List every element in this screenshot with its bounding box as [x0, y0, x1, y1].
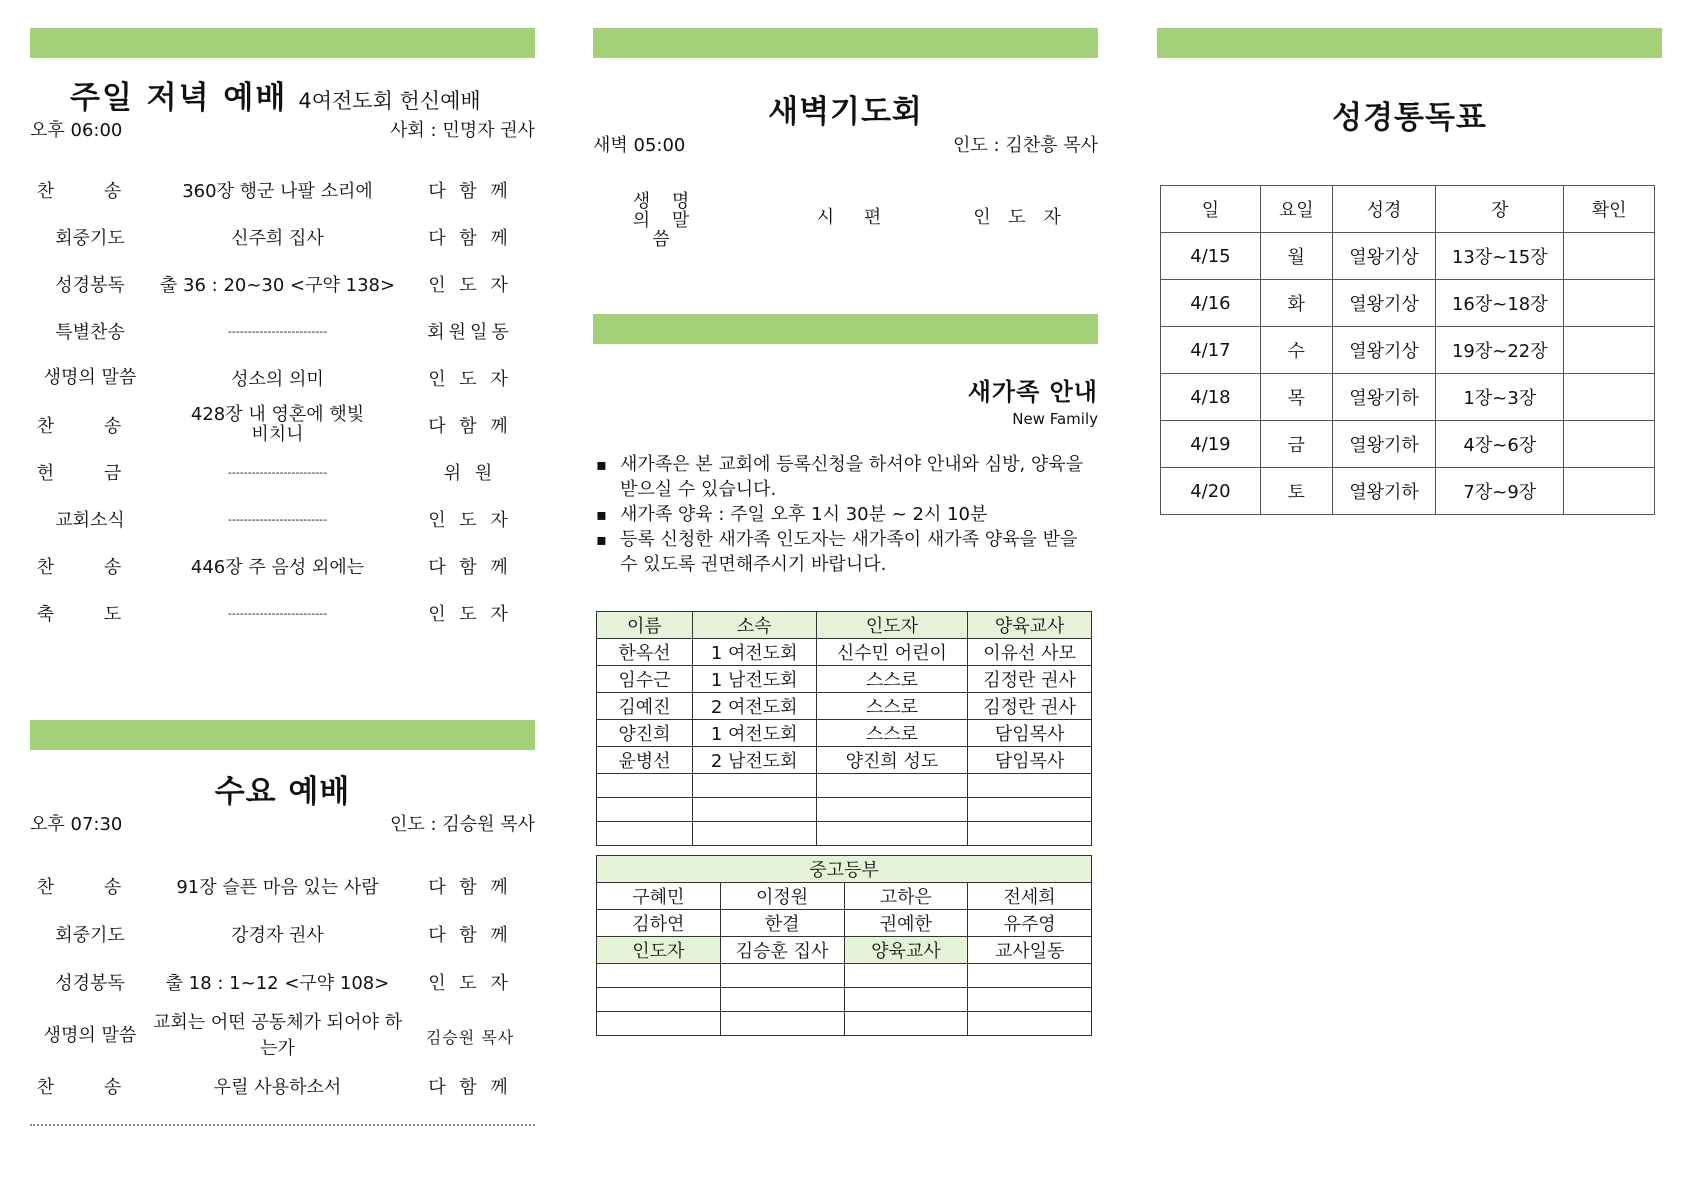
dawn-content: 시 편 [816, 207, 894, 228]
sunday-time: 오후 06:00 [30, 120, 123, 141]
newfamily-subtitle: New Family [1012, 410, 1098, 428]
order-row: 교회소식 ------------------------- 인 도 자 [55, 510, 512, 531]
check-cell[interactable] [1564, 233, 1655, 280]
section-bar-newfamily [593, 314, 1098, 344]
order-row: 생명의 말씀 성소의 의미 인 도 자 [43, 367, 512, 390]
order-row: 찬 송 446장 주 음성 외에는 다 함 께 [36, 557, 512, 578]
table-row: 구혜민 이정원 고하은 전세희 [597, 883, 1092, 910]
table-header-row: 중고등부 [597, 856, 1092, 883]
dawn-leader: 인도 : 김찬흥 목사 [953, 135, 1098, 156]
notice-item: ▪ 새가족 양육 : 주일 오후 1시 30분 ~ 2시 10분 [596, 502, 1086, 527]
notice-item: ▪ 새가족은 본 교회에 등록신청을 하셔야 안내와 심방, 양육을 받으실 수 있습니다. [596, 452, 1086, 502]
table-row: 4/17 수 열왕기상 19장~22장 [1161, 327, 1655, 374]
table-header-row: 일 요일 성경 장 확인 [1161, 186, 1655, 233]
table-row: 4/15 월 열왕기상 13장~15장 [1161, 233, 1655, 280]
youth-table [596, 855, 1092, 1036]
bible-title: 성경통독표 [1332, 100, 1487, 136]
order-row: 축 도 ------------------------- 인 도 자 [36, 604, 512, 625]
order-row: 찬 송 428장 내 영혼에 햇빛 비치니 다 함 께 [36, 404, 512, 445]
order-row: 특별찬송 ------------------------- 회원일동 [55, 322, 513, 343]
table-row: 인도자 김승훈 집사 양육교사 교사일동 [597, 937, 1092, 964]
table-row-empty [597, 964, 1092, 988]
sunday-title: 주일 저녁 예배 [70, 80, 288, 116]
section-bar-sunday [30, 28, 535, 58]
dawn-who: 인 도 자 [973, 207, 1067, 228]
check-cell[interactable] [1564, 468, 1655, 515]
order-row: 회중기도 신주희 집사 다 함 께 [55, 228, 512, 249]
table-row: 한옥선 1 여전도회 신수민 어린이 이유선 사모 [597, 639, 1092, 666]
sunday-leader: 사회 : 민명자 권사 [390, 120, 535, 141]
check-cell[interactable] [1564, 280, 1655, 327]
check-cell[interactable] [1564, 327, 1655, 374]
table-row: 4/16 화 열왕기상 16장~18장 [1161, 280, 1655, 327]
wednesday-time: 오후 07:30 [30, 814, 123, 835]
dawn-item: 생 명 의 말 씀 [632, 191, 698, 250]
order-row: 성경봉독 출 18 : 1~12 <구약 108> 인 도 자 [55, 973, 512, 994]
table-row: 김예진 2 여전도회 스스로 김정란 권사 [597, 693, 1092, 720]
wednesday-title: 수요 예배 [214, 774, 351, 810]
newfamily-table [596, 611, 1092, 846]
table-row: 양진희 1 여전도회 스스로 담임목사 [597, 720, 1092, 747]
table-row: 김하연 한결 권예한 유주영 [597, 910, 1092, 937]
newfamily-title: 새가족 안내 [967, 378, 1098, 406]
order-row: 찬 송 우릴 사용하소서 다 함 께 [36, 1077, 512, 1098]
check-cell[interactable] [1564, 374, 1655, 421]
notice-item: ▪ 등록 신청한 새가족 인도자는 새가족이 새가족 양육을 받을 수 있도록 권면해주시기 바랍니다. [596, 527, 1086, 577]
check-cell[interactable] [1564, 421, 1655, 468]
dawn-time: 새벽 05:00 [593, 135, 686, 156]
table-row-empty [597, 988, 1092, 1012]
table-row-empty [597, 798, 1092, 822]
table-row-empty [597, 822, 1092, 846]
dawn-title: 새벽기도회 [768, 94, 923, 130]
sunday-subtitle: 4여전도회 헌신예배 [298, 89, 481, 113]
table-row-empty [597, 1012, 1092, 1036]
table-header-row: 이름 소속 인도자 양육교사 [597, 612, 1092, 639]
table-row: 4/18 목 열왕기하 1장~3장 [1161, 374, 1655, 421]
section-bar-wednesday [30, 720, 535, 750]
table-row: 임수근 1 남전도회 스스로 김정란 권사 [597, 666, 1092, 693]
order-row: 찬 송 91장 슬픈 마음 있는 사람 다 함 께 [36, 877, 512, 898]
table-row: 4/19 금 열왕기하 4장~6장 [1161, 421, 1655, 468]
sunday-title-block [70, 72, 481, 117]
wednesday-leader: 인도 : 김승원 목사 [390, 814, 535, 835]
table-row: 4/20 토 열왕기하 7장~9장 [1161, 468, 1655, 515]
dotted-divider [30, 1124, 535, 1126]
order-row: 찬 송 360장 행군 나팔 소리에 다 함 께 [36, 181, 512, 202]
section-bar-dawn [593, 28, 1098, 58]
order-row: 회중기도 강경자 권사 다 함 께 [55, 925, 512, 946]
table-row: 윤병선 2 남전도회 양진희 성도 담임목사 [597, 747, 1092, 774]
order-row: 성경봉독 출 36 : 20~30 <구약 138> 인 도 자 [55, 275, 512, 296]
newfamily-notice-list [596, 452, 1086, 577]
order-row: 헌 금 ------------------------- 위 원 [36, 463, 497, 484]
table-row-empty [597, 774, 1092, 798]
bible-reading-table [1160, 185, 1655, 515]
section-bar-bible [1157, 28, 1662, 58]
order-row: 생명의 말씀 교회는 어떤 공동체가 되어야 하는가 김승원 목사 [43, 1012, 515, 1059]
